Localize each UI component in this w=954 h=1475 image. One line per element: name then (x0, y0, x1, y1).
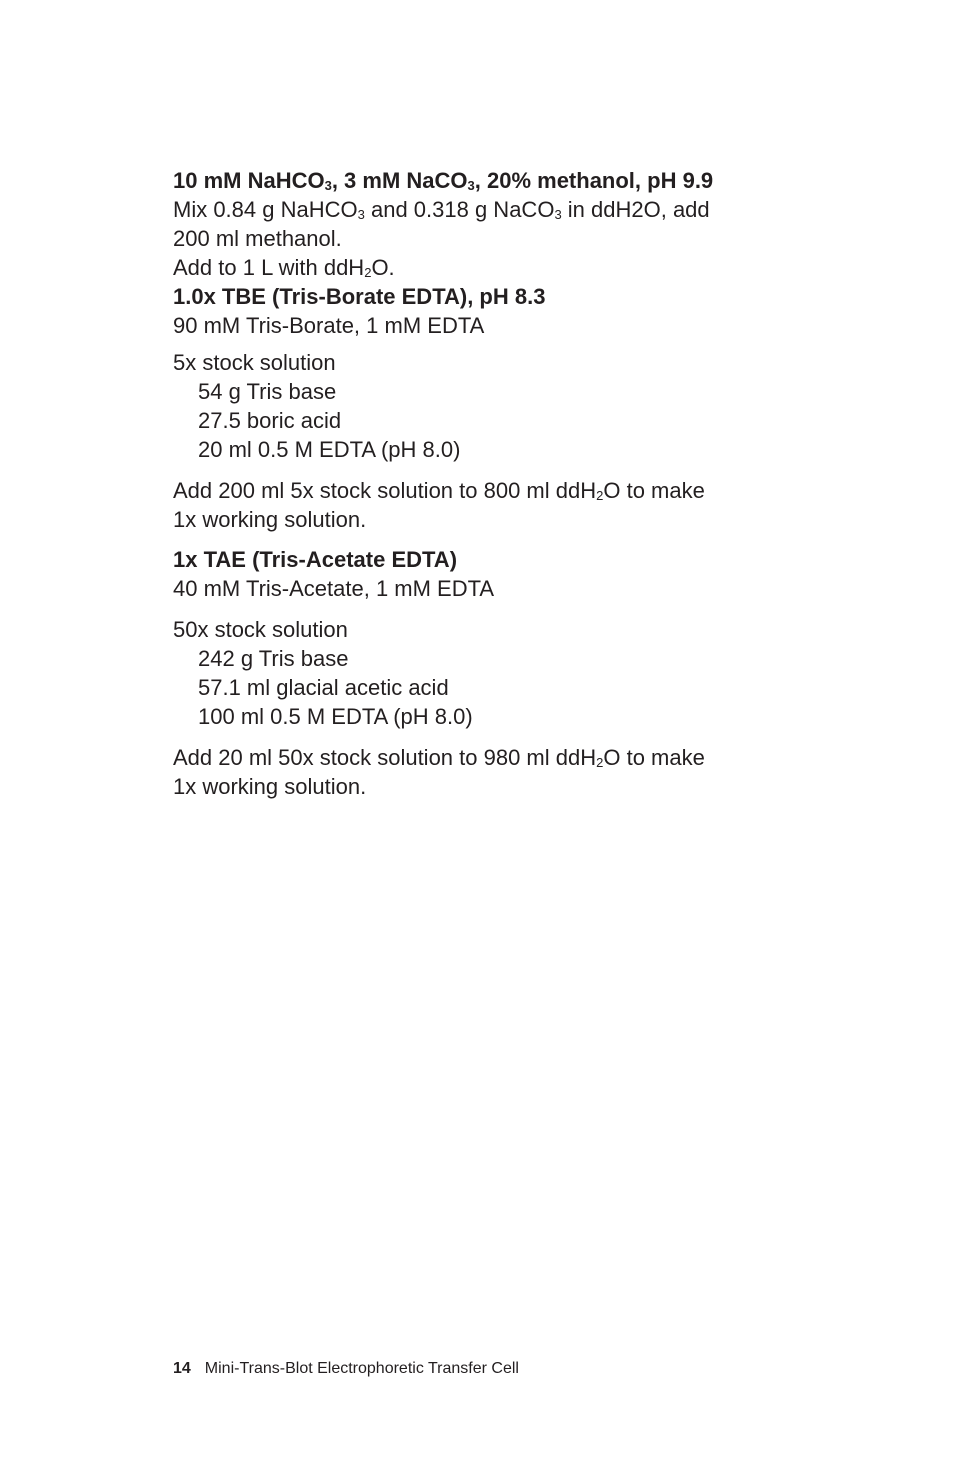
list-item: 242 g Tris base (198, 646, 349, 671)
section-heading-tae: 1x TAE (Tris-Acetate EDTA) (173, 547, 458, 572)
list-item: 100 ml 0.5 M EDTA (pH 8.0) (198, 704, 473, 729)
tae-instruction: Add 20 ml 50x stock solution to 980 ml ddH$_2$O to make (173, 745, 705, 770)
list-item: 57.1 ml glacial acetic acid (198, 675, 449, 700)
section-heading-bicarbonate: 10 mM NaHCO$_3$, 3 mM NaCO$_3$, 20% methanol, pH 9.9 (173, 168, 714, 193)
mix-instruction-continued: 200 ml methanol. (173, 226, 342, 251)
page-footer (173, 1359, 519, 1379)
add-instruction: Add to 1 L with ddH$_2$O. (173, 255, 395, 280)
footer-title: Mini-Trans-Blot Electrophoretic Transfer Cell (204, 1360, 519, 1377)
list-item: 27.5 boric acid (198, 408, 342, 433)
page-number: 14 (173, 1360, 191, 1377)
tbe-description: 90 mM Tris-Borate, 1 mM EDTA (173, 313, 485, 338)
page-content (173, 166, 813, 801)
tbe-instruction: Add 200 ml 5x stock solution to 800 ml ddH$_2$O to make (173, 478, 705, 503)
tbe-stock-title: 5x stock solution (173, 350, 336, 375)
tae-instruction-continued: 1x working solution. (173, 774, 367, 799)
tae-stock-title: 50x stock solution (173, 617, 348, 642)
section-heading-tbe: 1.0x TBE (Tris-Borate EDTA), pH 8.3 (173, 284, 546, 309)
mix-instruction: Mix 0.84 g NaHCO$_3$ and 0.318 g NaCO$_3$ in ddH2O, add (173, 197, 710, 222)
tae-description: 40 mM Tris-Acetate, 1 mM EDTA (173, 576, 495, 601)
tbe-instruction-continued: 1x working solution. (173, 507, 367, 532)
list-item: 20 ml 0.5 M EDTA (pH 8.0) (198, 437, 461, 462)
list-item: 54 g Tris base (198, 379, 337, 404)
